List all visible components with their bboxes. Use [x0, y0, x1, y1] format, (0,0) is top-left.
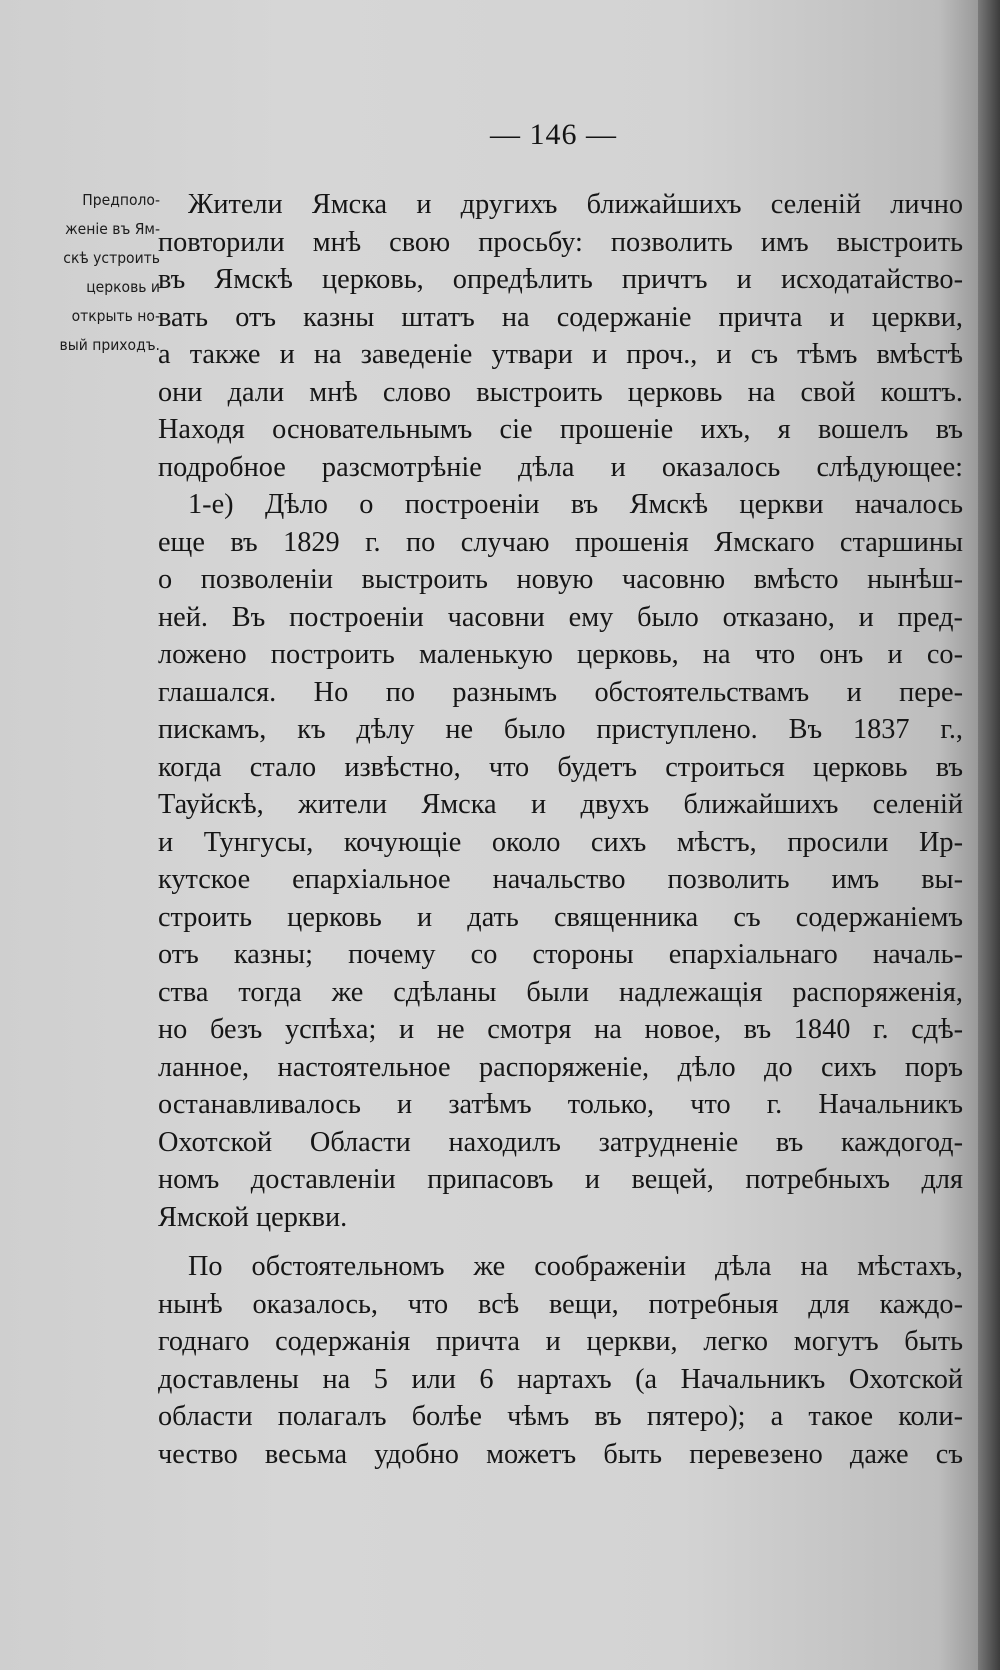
margin-note-line: открыть но-: [71, 307, 160, 325]
text-line: По обстоятельномъ же соображеніи дѣла на мѣстахъ,: [188, 1251, 963, 1282]
text-line: ланное, настоятельное распоряженіе, дѣло до сихъ поръ: [158, 1051, 963, 1083]
text-line: и Тунгусы, кочующіе около сихъ мѣстъ, просили Ир-: [158, 826, 963, 858]
text-line: ней. Въ построеніи часовни ему было отказано, и пред-: [158, 601, 963, 633]
margin-note: [38, 186, 160, 360]
text-line: подробное разсмотрѣніе дѣла и оказалось слѣдующее:: [158, 451, 963, 483]
text-line: годнаго содержанія причта и церкви, легко могутъ быть: [158, 1326, 963, 1357]
text-line: номъ доставленіи припасовъ и вещей, потребныхъ для: [158, 1164, 963, 1195]
text-line: ложено построить маленькую церковь, на что онъ и со-: [158, 639, 963, 670]
text-line: а также и на заведеніе утвари и проч., и съ тѣмъ вмѣстѣ: [158, 339, 963, 370]
text-line: области полагалъ болѣе чѣмъ въ пятеро); а такое коли-: [158, 1401, 963, 1432]
paragraph-3: [158, 1248, 963, 1473]
margin-note-line: скѣ устроить: [63, 249, 160, 267]
paragraph-gap: [158, 1236, 963, 1248]
text-line: вать отъ казны штатъ на содержаніе причта и церкви,: [158, 301, 963, 333]
text-line: но безъ успѣха; и не смотря на новое, въ 1840 г. сдѣ-: [158, 1014, 963, 1045]
paragraph-1: [158, 186, 963, 486]
text-line: нынѣ оказалось, что всѣ вещи, потребныя для каждо-: [158, 1288, 963, 1320]
text-line: еще въ 1829 г. по случаю прошенія Ямскаго старшины: [158, 526, 963, 558]
text-line: въ Ямскѣ церковь, опредѣлить причтъ и исходатайство-: [158, 264, 963, 295]
margin-note-line: вый приходъ.: [59, 336, 160, 354]
text-line: ства тогда же сдѣланы были надлежащія распоряженія,: [158, 976, 963, 1008]
book-spine-shadow: [978, 0, 1000, 1670]
text-line: 1-е) Дѣло о построеніи въ Ямскѣ церкви началось: [188, 489, 963, 520]
text-line: Тауйскѣ, жители Ямска и двухъ ближайшихъ селеній: [158, 789, 963, 820]
text-line: строить церковь и дать священника съ содержаніемъ: [158, 901, 963, 933]
text-line: повторили мнѣ свою просьбу: позволить имъ выстроить: [158, 226, 963, 258]
text-line: Охотской Области находилъ затрудненіе въ каждогод-: [158, 1126, 963, 1158]
text-line: отъ казны; почему со стороны епархіальнаго началь-: [158, 939, 963, 970]
paragraph-2: [158, 486, 963, 1236]
page-number: — 146 —: [490, 118, 617, 151]
text-line: чество весьма удобно можетъ быть перевезено даже съ: [158, 1438, 963, 1470]
text-line: доставлены на 5 или 6 нартахъ (а Начальникъ Охотской: [158, 1363, 963, 1395]
margin-note-line: женіе въ Ям-: [65, 220, 160, 238]
text-line: Жители Ямска и другихъ ближайшихъ селеній лично: [188, 189, 963, 220]
margin-note-line: церковь и: [86, 278, 160, 296]
text-line: глашался. Но по разнымъ обстоятельствамъ и пере-: [158, 676, 963, 708]
body-text: [158, 186, 963, 1473]
text-line: останавливалось и затѣмъ только, что г. Начальникъ: [158, 1089, 963, 1120]
text-line: они дали мнѣ слово выстроить церковь на свой коштъ.: [158, 376, 963, 408]
text-line: когда стало извѣстно, что будетъ строиться церковь въ: [158, 751, 963, 783]
margin-note-line: Предполо-: [82, 191, 160, 209]
text-line: Находя основательнымъ сіе прошеніе ихъ, я вошелъ въ: [158, 414, 963, 445]
text-line: Ямской церкви.: [158, 1201, 348, 1233]
text-line: о позволеніи выстроить новую часовню вмѣсто нынѣш-: [158, 564, 963, 595]
text-line: кутское епархіальное начальство позволить имъ вы-: [158, 864, 963, 895]
text-line: пискамъ, къ дѣлу не было приступлено. Въ 1837 г.,: [158, 714, 963, 745]
